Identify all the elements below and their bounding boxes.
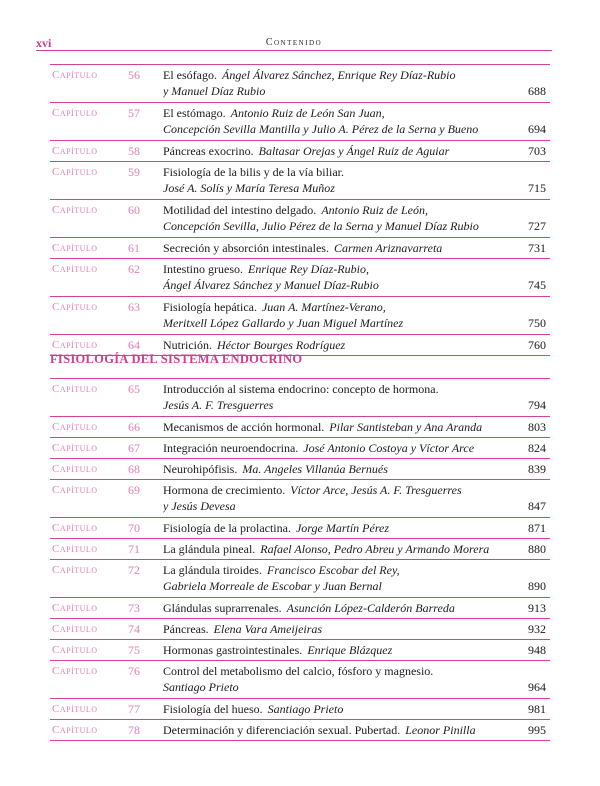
chapter-number: 76 (128, 664, 140, 678)
chapter-authors: Francisco Escobar del Rey, (266, 563, 400, 577)
entry-line-2 (163, 84, 512, 98)
toc-entry (50, 560, 550, 598)
chapter-number: 67 (128, 441, 140, 455)
entry-line-1 (163, 300, 512, 314)
page-reference: 964 (528, 680, 546, 694)
chapter-authors: Ma. Angeles Villanúa Bernués (242, 462, 388, 476)
entry-line-1 (163, 420, 512, 434)
chapter-title: Fisiología del hueso. (163, 702, 263, 716)
toc-entry (50, 103, 550, 141)
toc-entry (50, 619, 550, 640)
chapter-title: El estómago. (163, 106, 226, 120)
chapter-number: 70 (128, 521, 140, 535)
page-reference: 932 (528, 622, 546, 636)
chapter-number: 72 (128, 563, 140, 577)
toc-entry (50, 238, 550, 259)
page-reference: 694 (528, 122, 546, 136)
chapter-title: Fisiología de la prolactina. (163, 521, 291, 535)
chapter-number: 64 (128, 338, 140, 352)
chapter-number: 56 (128, 68, 140, 82)
page-reference: 824 (528, 441, 546, 455)
chapter-number: 61 (128, 241, 140, 255)
chapter-authors: Jorge Martín Pérez (295, 521, 390, 535)
chapter-label: Capítulo (52, 339, 98, 351)
entry-line-1 (163, 521, 512, 535)
chapter-number: 77 (128, 702, 140, 716)
toc-entry (50, 438, 550, 459)
chapter-number: 73 (128, 601, 140, 615)
chapter-number: 60 (128, 203, 140, 217)
entry-line-1 (163, 144, 512, 158)
entry-line-1 (163, 382, 512, 396)
chapter-title: Nutrición. (163, 338, 212, 352)
page-reference: 760 (528, 338, 546, 352)
chapter-authors-continued: Meritxell López Gallardo y Juan Miguel Martínez (163, 316, 404, 330)
chapter-authors-continued: Concepción Sevilla, Julio Pérez de la Serna y Manuel Díaz Rubio (163, 219, 479, 233)
entry-line-1 (163, 723, 512, 737)
toc-entry (50, 64, 550, 103)
page-reference: 731 (528, 241, 546, 255)
page-reference: 803 (528, 420, 546, 434)
chapter-label: Capítulo (52, 107, 98, 119)
chapter-authors-continued: Santiago Prieto (163, 680, 239, 694)
entry-line-2 (163, 181, 512, 195)
toc-entry (50, 162, 550, 200)
toc-entry (50, 640, 550, 661)
chapter-number: 71 (128, 542, 140, 556)
page-reference: 890 (528, 579, 546, 593)
entry-line-1 (163, 241, 512, 255)
chapter-label: Capítulo (52, 665, 98, 677)
chapter-label: Capítulo (52, 421, 98, 433)
toc-entry (50, 699, 550, 720)
chapter-title: Páncreas exocrino. (163, 144, 254, 158)
toc-entry (50, 378, 550, 417)
toc-entry (50, 720, 550, 741)
chapter-title: Hormonas gastrointestinales. (163, 643, 303, 657)
chapter-authors: Pilar Santisteban y Ana Aranda (329, 420, 483, 434)
chapter-authors: Baltasar Orejas y Ángel Ruiz de Aguiar (258, 144, 450, 158)
chapter-label: Capítulo (52, 703, 98, 715)
chapter-authors: Enrique Rey Díaz-Rubio, (248, 262, 369, 276)
chapter-authors: Elena Vara Ameijeiras (213, 622, 323, 636)
toc-entry (50, 297, 550, 335)
chapter-label: Capítulo (52, 242, 98, 254)
entry-line-1 (163, 664, 512, 678)
chapter-number: 75 (128, 643, 140, 657)
toc-entry (50, 417, 550, 438)
entry-line-1 (163, 622, 512, 636)
chapter-number: 57 (128, 106, 140, 120)
chapter-number: 74 (128, 622, 140, 636)
chapter-number: 59 (128, 165, 140, 179)
section-heading: FISIOLOGÍA DEL SISTEMA ENDOCRINO (50, 352, 303, 366)
toc-entry (50, 598, 550, 619)
chapter-authors-continued: Jesús A. F. Tresguerres (163, 398, 274, 412)
toc-section-endocrine (50, 378, 550, 741)
chapter-label: Capítulo (52, 145, 98, 157)
entry-line-1 (163, 483, 512, 497)
chapter-number: 65 (128, 382, 140, 396)
chapter-label: Capítulo (52, 724, 98, 736)
chapter-number: 62 (128, 262, 140, 276)
page-number: xvi (36, 36, 52, 50)
toc-entry (50, 259, 550, 297)
entry-line-1 (163, 542, 512, 556)
chapter-label: Capítulo (52, 166, 98, 178)
entry-line-1 (163, 441, 512, 455)
chapter-title: La glándula pineal. (163, 542, 256, 556)
chapter-label: Capítulo (52, 69, 98, 81)
entry-line-1 (163, 563, 512, 577)
chapter-authors: Santiago Prieto (267, 702, 344, 716)
chapter-title: Hormona de crecimiento. (163, 483, 286, 497)
page-reference: 995 (528, 723, 546, 737)
chapter-number: 68 (128, 462, 140, 476)
page-reference: 839 (528, 462, 546, 476)
entry-line-1 (163, 106, 512, 120)
chapter-label: Capítulo (52, 644, 98, 656)
chapter-authors: José Antonio Costoya y Víctor Arce (303, 441, 475, 455)
page-reference: 703 (528, 144, 546, 158)
chapter-title: Fisiología hepática. (163, 300, 257, 314)
page-reference: 794 (528, 398, 546, 412)
chapter-label: Capítulo (52, 263, 98, 275)
page-reference: 688 (528, 84, 546, 98)
entry-line-1 (163, 203, 512, 217)
chapter-number: 69 (128, 483, 140, 497)
toc-entry (50, 518, 550, 539)
chapter-label: Capítulo (52, 463, 98, 475)
toc-entry (50, 141, 550, 162)
chapter-title: Determinación y diferenciación sexual. Pubertad. (163, 723, 401, 737)
chapter-number: 63 (128, 300, 140, 314)
chapter-title: Integración neuroendocrina. (163, 441, 299, 455)
toc-entry (50, 459, 550, 480)
chapter-authors-continued: y Jesús Devesa (163, 499, 236, 513)
entry-line-1 (163, 462, 512, 476)
chapter-authors: Carmen Ariznavarreta (333, 241, 443, 255)
chapter-label: Capítulo (52, 204, 98, 216)
entry-line-1 (163, 601, 512, 615)
chapter-authors: Antonio Ruiz de León San Juan, (230, 106, 385, 120)
chapter-label: Capítulo (52, 623, 98, 635)
chapter-authors: Asunción López-Calderón Barreda (286, 601, 455, 615)
chapter-authors-continued: José A. Solís y María Teresa Muñoz (163, 181, 335, 195)
chapter-title: Secreción y absorción intestinales. (163, 241, 329, 255)
chapter-label: Capítulo (52, 383, 98, 395)
toc-entry (50, 200, 550, 238)
page-reference: 981 (528, 702, 546, 716)
chapter-authors: Leonor Pinilla (405, 723, 476, 737)
page-reference: 871 (528, 521, 546, 535)
chapter-title: Introducción al sistema endocrino: concepto de hormona. (163, 382, 439, 396)
entry-line-2 (163, 680, 512, 694)
chapter-authors-continued: y Manuel Díaz Rubio (163, 84, 266, 98)
chapter-number: 78 (128, 723, 140, 737)
chapter-authors: Antonio Ruiz de León, (321, 203, 428, 217)
chapter-authors-continued: Gabriela Morreale de Escobar y Juan Bernal (163, 579, 382, 593)
chapter-authors: Héctor Bourges Rodríguez (217, 338, 346, 352)
chapter-title: Mecanismos de acción hormonal. (163, 420, 325, 434)
page-reference: 715 (528, 181, 546, 195)
chapter-title: Neurohipófisis. (163, 462, 238, 476)
chapter-label: Capítulo (52, 543, 98, 555)
entry-line-2 (163, 219, 512, 233)
header-rule (36, 50, 552, 51)
entry-line-2 (163, 398, 512, 412)
chapter-title: Páncreas. (163, 622, 209, 636)
chapter-authors-continued: Ángel Álvarez Sánchez y Manuel Díaz-Rubio (163, 278, 379, 292)
chapter-authors: Juan A. Martínez-Verano, (261, 300, 386, 314)
entry-line-2 (163, 278, 512, 292)
running-title: Contenido (265, 37, 323, 48)
chapter-title: Fisiología de la bilis y de la vía biliar. (163, 165, 344, 179)
chapter-authors: Rafael Alonso, Pedro Abreu y Armando Morera (260, 542, 490, 556)
chapter-title: Glándulas suprarrenales. (163, 601, 282, 615)
entry-line-1 (163, 643, 512, 657)
entry-line-2 (163, 316, 512, 330)
page-reference: 727 (528, 219, 546, 233)
entry-line-1 (163, 68, 512, 82)
entry-line-1 (163, 702, 512, 716)
entry-line-1 (163, 165, 512, 179)
entry-line-2 (163, 579, 512, 593)
chapter-label: Capítulo (52, 564, 98, 576)
chapter-label: Capítulo (52, 602, 98, 614)
toc-section-digestive (50, 64, 550, 356)
chapter-authors: Víctor Arce, Jesús A. F. Tresguerres (290, 483, 462, 497)
chapter-authors: Ángel Álvarez Sánchez, Enrique Rey Díaz-Rubio (221, 68, 456, 82)
chapter-authors: Enrique Blázquez (307, 643, 393, 657)
page-reference: 948 (528, 643, 546, 657)
toc-entry (50, 661, 550, 699)
toc-entry (50, 480, 550, 518)
entry-line-1 (163, 262, 512, 276)
chapter-authors-continued: Concepción Sevilla Mantilla y Julio A. Pérez de la Serna y Bueno (163, 122, 479, 136)
chapter-title: Motilidad del intestino delgado. (163, 203, 317, 217)
toc-entry (50, 539, 550, 560)
entry-line-2 (163, 499, 512, 513)
chapter-title: La glándula tiroides. (163, 563, 262, 577)
entry-line-2 (163, 122, 512, 136)
chapter-label: Capítulo (52, 442, 98, 454)
chapter-number: 66 (128, 420, 140, 434)
page-reference: 750 (528, 316, 546, 330)
entry-line-1 (163, 338, 512, 352)
chapter-title: Intestino grueso. (163, 262, 243, 276)
page-reference: 745 (528, 278, 546, 292)
chapter-label: Capítulo (52, 301, 98, 313)
chapter-title: Control del metabolismo del calcio, fósforo y magnesio. (163, 664, 434, 678)
page-reference: 847 (528, 499, 546, 513)
chapter-label: Capítulo (52, 522, 98, 534)
page-reference: 880 (528, 542, 546, 556)
chapter-number: 58 (128, 144, 140, 158)
chapter-title: El esófago. (163, 68, 217, 82)
chapter-label: Capítulo (52, 484, 98, 496)
page-reference: 913 (528, 601, 546, 615)
